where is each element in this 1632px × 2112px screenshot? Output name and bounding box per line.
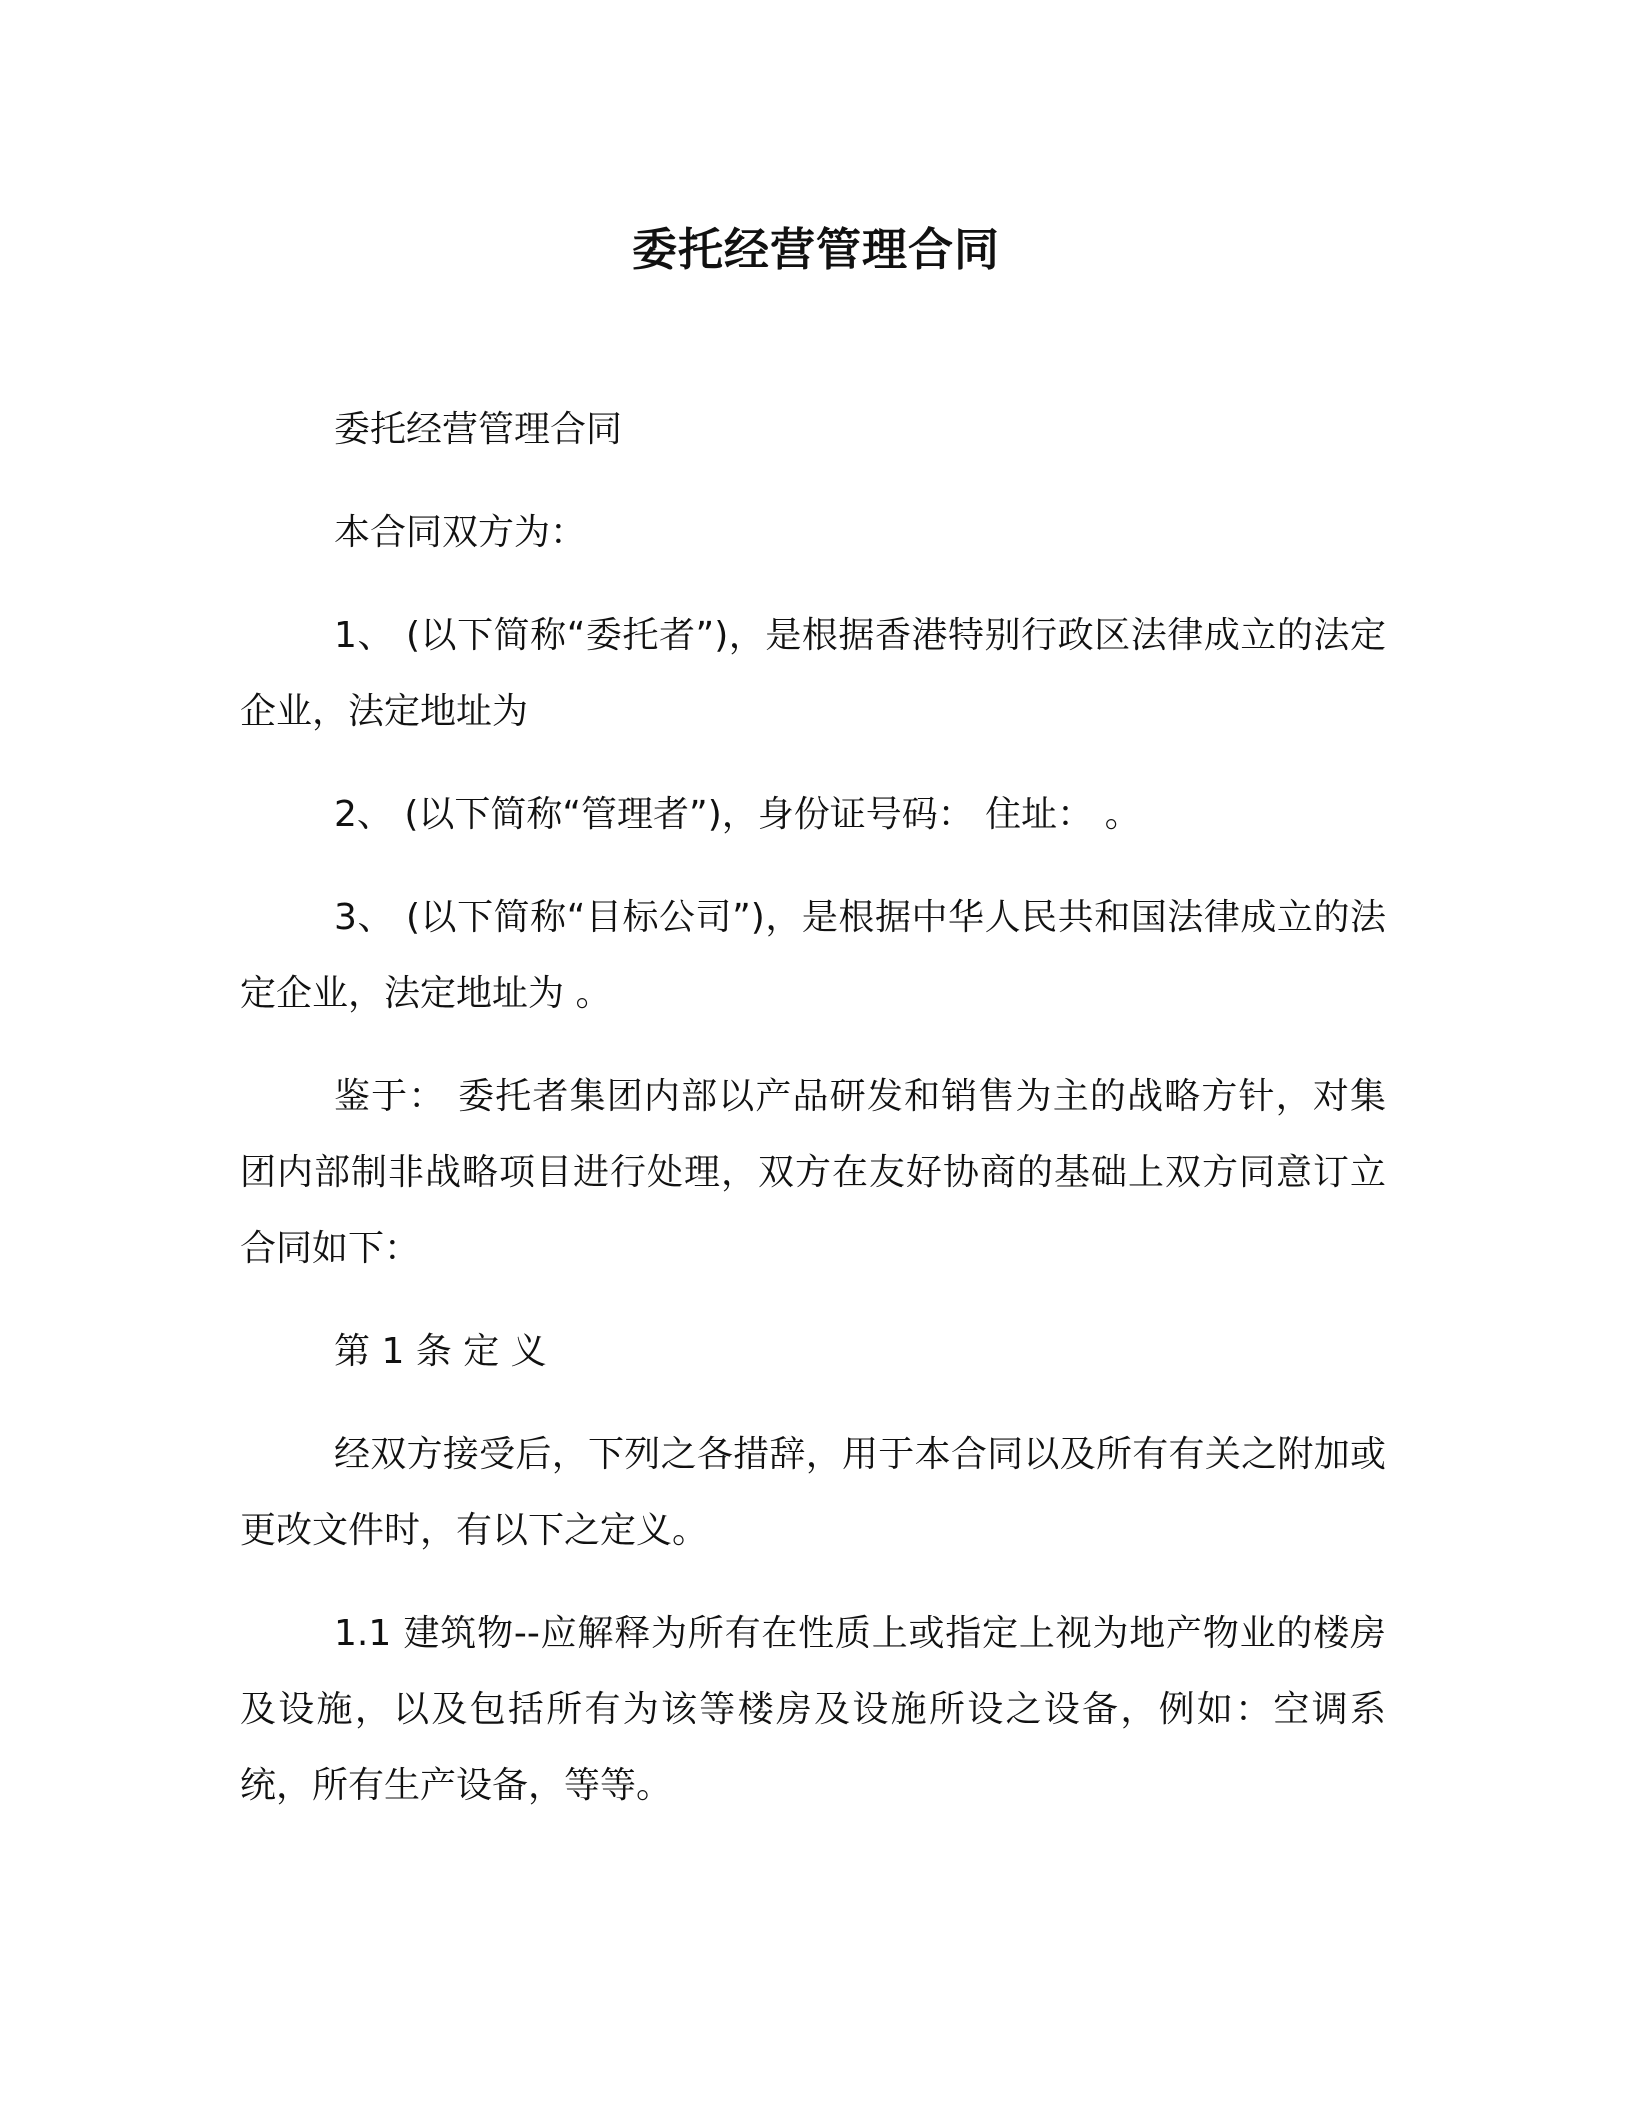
paragraph-party-1: 1、 (以下简称“委托者”)，是根据香港特别行政区法律成立的法定企业，法定地址为 bbox=[240, 615, 1386, 732]
paragraph-definition-1-1: 1.1 建筑物--应解释为所有在性质上或指定上视为地产物业的楼房及设施，以及包括所有为该等楼房及设施所设之设备，例如：空调系统，所有生产设备，等等。 bbox=[240, 1613, 1386, 1806]
paragraph-contract-name: 委托经营管理合同 bbox=[334, 409, 623, 450]
paragraph-parties-intro: 本合同双方为： bbox=[334, 512, 587, 553]
document-title: 委托经营管理合同 bbox=[631, 223, 1000, 276]
paragraph-party-2: 2、 (以下简称“管理者”)，身份证号码： 住址： 。 bbox=[334, 794, 1141, 835]
document-body bbox=[240, 392, 1386, 1851]
paragraph-definitions-intro: 经双方接受后，下列之各措辞，用于本合同以及所有有关之附加或更改文件时，有以下之定义。 bbox=[240, 1434, 1386, 1551]
section-heading-definitions: 第 1 条 定 义 bbox=[334, 1331, 547, 1372]
paragraph-whereas: 鉴于： 委托者集团内部以产品研发和销售为主的战略方针，对集团内部制非战略项目进行处理，双方在友好协商的基础上双方同意订立合同如下： bbox=[240, 1076, 1386, 1269]
paragraph-party-3: 3、 (以下简称“目标公司”)，是根据中华人民共和国法律成立的法定企业，法定地址为 。 bbox=[240, 897, 1386, 1014]
